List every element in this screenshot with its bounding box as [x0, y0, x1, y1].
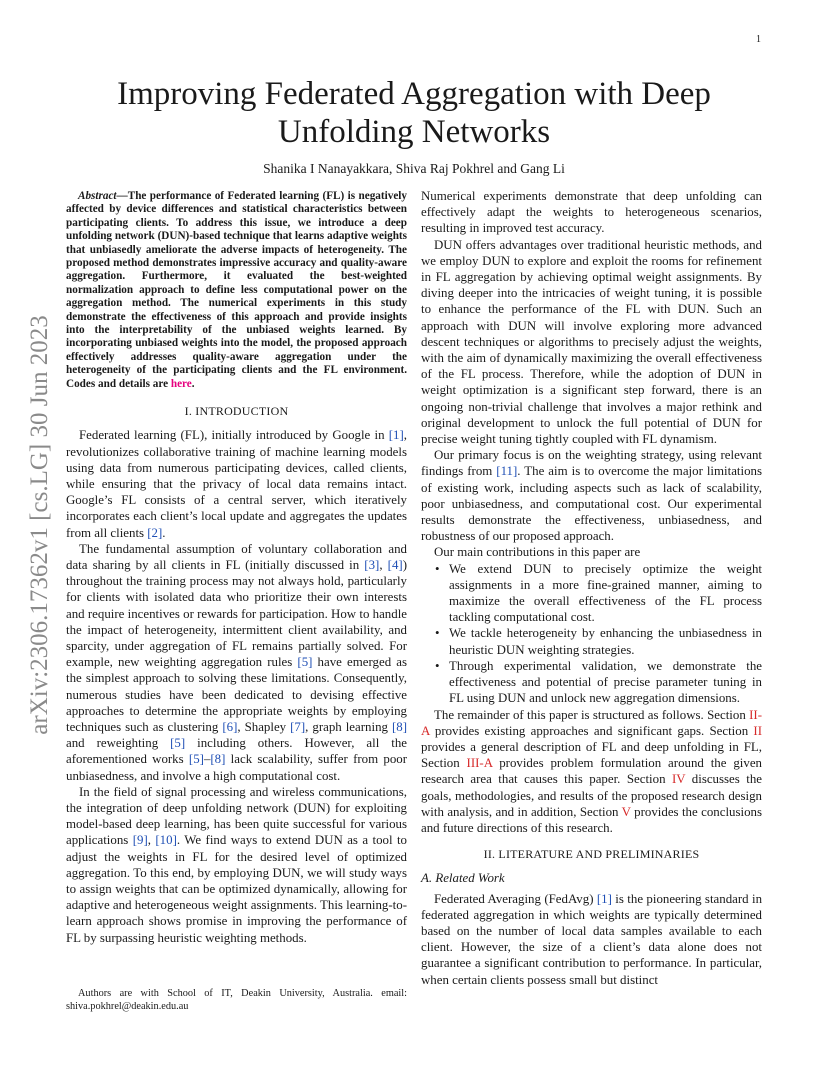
- section-heading-literature: II. LITERATURE AND PRELIMINARIES: [483, 847, 700, 862]
- citation-link[interactable]: [10]: [155, 833, 177, 848]
- citation-link[interactable]: [5]: [170, 736, 186, 751]
- citation-link[interactable]: [1]: [596, 891, 612, 906]
- arxiv-identifier-text: arXiv:2306.17362v1 [cs.LG] 30 Jun 2023: [26, 315, 53, 735]
- citation-link[interactable]: [11]: [496, 464, 518, 479]
- subsection-heading-related-work: A. Related Work: [421, 871, 505, 886]
- right-paragraph-3: Our primary focus is on the weighting strategy, using relevant findings from [11]. The aim is to overcome the major limitations of existing work, including aspects such as lack of scalability, poor unbiasedness, and computational cost. Our experimental results demonstrate the effectiveness, unbiasedness, and robustness of our proposed approach.: [421, 448, 762, 544]
- right-paragraph-1: Numerical experiments demonstrate that deep unfolding can effectively adapt the weights to heterogeneous scenarios, resulting in improved test accuracy.: [421, 189, 762, 236]
- intro-paragraph-1: Federated learning (FL), initially introduced by Google in [1], revolutionizes collaborative training of machine learning models using data from numerous participating devices, called clients, while ensuring that the privacy of local data remains intact. Google’s FL consists of a central server, which iteratively incorporates each client’s local update and aggregates the updates from all clients [2].: [66, 428, 407, 540]
- section-link[interactable]: IV: [671, 772, 686, 787]
- contributions-intro: Our main contributions in this paper are: [434, 545, 641, 560]
- section-link[interactable]: II-A: [421, 707, 762, 738]
- abstract: Abstract—The performance of Federated learning (FL) is negatively affected by device differences and statistical characteristics between participating clients. To address this issue, we introduce a deep unfolding network (DUN)-based technique that learns adaptive weights that unbiasedly ameliorate the adverse impacts of heterogeneity. The proposed method demonstrates impressive accuracy and quality-aware aggregation. Furthermore, it evaluated the best-weighted normalization approach to define less computational power on the aggregation method. The numerical experiments in this study demonstrate the effectiveness of this approach and provide insights into the interpretability of the unbiased weights learned. By incorporating unbiased weights into the model, the proposed approach effectively addresses quality-aware aggregation under the heterogeneity of the participating clients and the FL environment. Codes and details are here.: [66, 190, 407, 390]
- right-paragraph-2: DUN offers advantages over traditional heuristic methods, and we employ DUN to explore and exploit the rooms for refinement in FL aggregation by achieving optimal weight assignments. By diving deeper into the intricacies of weight tuning, it is possible to enhance the performance of the FL with DUN. Such an approach with DUN will involve exploring more advanced descent techniques or algorithms to precisely adjust the weights, with the aim of dynamically maximizing the overall effectiveness of the FL process. Therefore, while the adoption of DUN in weight optimization is a significant step forward, there is an ongoing non-trivial challenge that involves a major rethink and original development to unlock the full potential of DUN for precise weight tuning tightly coupled with FL dynamism.: [421, 237, 762, 447]
- citation-link[interactable]: [8]: [391, 719, 407, 734]
- intro-paragraph-2: The fundamental assumption of voluntary collaboration and data sharing by all clients in FL (initially discussed in [3], [4]) throughout the training process may not always hold, particularly for clients with isolated data who prioritize their own interests and require incentives or rewards for participation. How to handle the impact of heterogeneity, intermittent client availability, and sparcity, under aggregation of FL remains partially solved. For example, new weighting aggregation rules [5] have emerged as the simplest approach to solving these limitations. Consequently, numerous studies have been dedicated to devising effective approaches to determine the appropriate weights by employing techniques such as clustering [6], Shapley [7], graph learning [8] and reweighting [5] including others. However, all the aforementioned works [5]–[8] lack scalability, suffer from poor unbiasedness, and involve a high computational cost.: [66, 541, 408, 783]
- citation-link[interactable]: [1]: [388, 428, 404, 443]
- citation-link[interactable]: [4]: [387, 557, 403, 572]
- citation-link[interactable]: [6]: [222, 719, 238, 734]
- citation-link[interactable]: [2]: [147, 525, 163, 540]
- arxiv-identifier-sidebar: [20, 290, 60, 760]
- left-column: [66, 190, 407, 946]
- citation-link[interactable]: [5]: [297, 655, 313, 670]
- abstract-text: —The performance of Federated learning (FL) is negatively affected by device differences and statistical characteristics between participating clients. To address this issue, we introduce a deep unfolding network (DUN)-based technique that learns adaptive weights that unbiasedly ameliorate the adverse impacts of heterogeneity. The proposed method demonstrates impressive accuracy and quality-aware aggregation. Furthermore, it evaluated the best-weighted normalization approach to define less computational power on the aggregation method. The numerical experiments in this study demonstrate the effectiveness of this approach and provide insights into the interpretability of the unbiased weights learned. By incorporating unbiased weights into the model, the proposed approach effectively addresses quality-aware aggregation under the heterogeneity of the participating clients and the FL environment. Codes and details are: [66, 190, 407, 390]
- code-link[interactable]: here: [170, 377, 192, 390]
- author-footnote: Authors are with School of IT, Deakin University, Australia. email: shiva.pokhrel@deakin.edu.au: [66, 988, 407, 1012]
- section-heading-introduction: I. INTRODUCTION: [184, 404, 289, 419]
- paper-structure-paragraph: The remainder of this paper is structured as follows. Section II-A provides existing approaches and significant gaps. Section II provides a general description of FL and deep unfolding in FL, Section III-A provides problem formulation around the given research area that causes this paper. Section IV discusses the goals, methodologies, and results of the proposed research design with analysis, and in addition, Section V provides the conclusions and future directions of this research.: [421, 707, 762, 835]
- citation-link[interactable]: [7]: [290, 719, 306, 734]
- citation-link[interactable]: [3]: [364, 557, 380, 572]
- paper-authors: Shanika I Nanayakkara, Shiva Raj Pokhrel and Gang Li: [263, 161, 565, 176]
- contributions-list: [421, 561, 762, 707]
- citation-link[interactable]: [9]: [132, 833, 148, 848]
- section-link[interactable]: III-A: [466, 756, 493, 771]
- section-link[interactable]: II: [753, 723, 762, 738]
- contribution-item: • We tackle heterogeneity by enhancing the unbiasedness in heuristic DUN weighting strategies.: [449, 625, 762, 657]
- section-link[interactable]: V: [621, 804, 631, 819]
- citation-link[interactable]: [5]: [188, 752, 204, 767]
- page-number: 1: [756, 34, 761, 45]
- intro-paragraph-3: In the field of signal processing and wireless communications, the integration of deep unfolding network (DUN) for exploiting model-based deep learning, has been quite successful for various applications [9], [10]. We find ways to extend DUN as a tool to adjust the weights in FL for the desired level of optimized aggregation. To this end, by employing DUN, we will study ways to assign weights that can be optimized dynamically, allowing for adaptive and heterogeneous weight assignments. This learning-to-learn approach shows promise in improving the performance of FL by surpassing heuristic weighting methods.: [66, 784, 407, 945]
- right-column: [421, 188, 762, 988]
- abstract-label: Abstract: [78, 190, 117, 202]
- contribution-item: • We extend DUN to precisely optimize the weight assignments in a more fine-grained manner, aiming to maximize the overall effectiveness of the FL process tackling computational cost.: [449, 561, 762, 626]
- contribution-item: • Through experimental validation, we demonstrate the effectiveness and potential of precise parameter tuning in FL using DUN and unlock new aggregation dimensions.: [449, 658, 762, 707]
- paper-title: Improving Federated Aggregation with Deep Unfolding Networks: [117, 76, 711, 150]
- related-work-paragraph: Federated Averaging (FedAvg) [1] is the pioneering standard in federated aggregation in which weights are typically determined based on the number of local data samples available to each client. However, the size of a client’s data alone does not guarantee a significant contribution to performance. In particular, when certain clients possess small but distinct: [421, 891, 763, 987]
- citation-link[interactable]: [8]: [210, 752, 226, 767]
